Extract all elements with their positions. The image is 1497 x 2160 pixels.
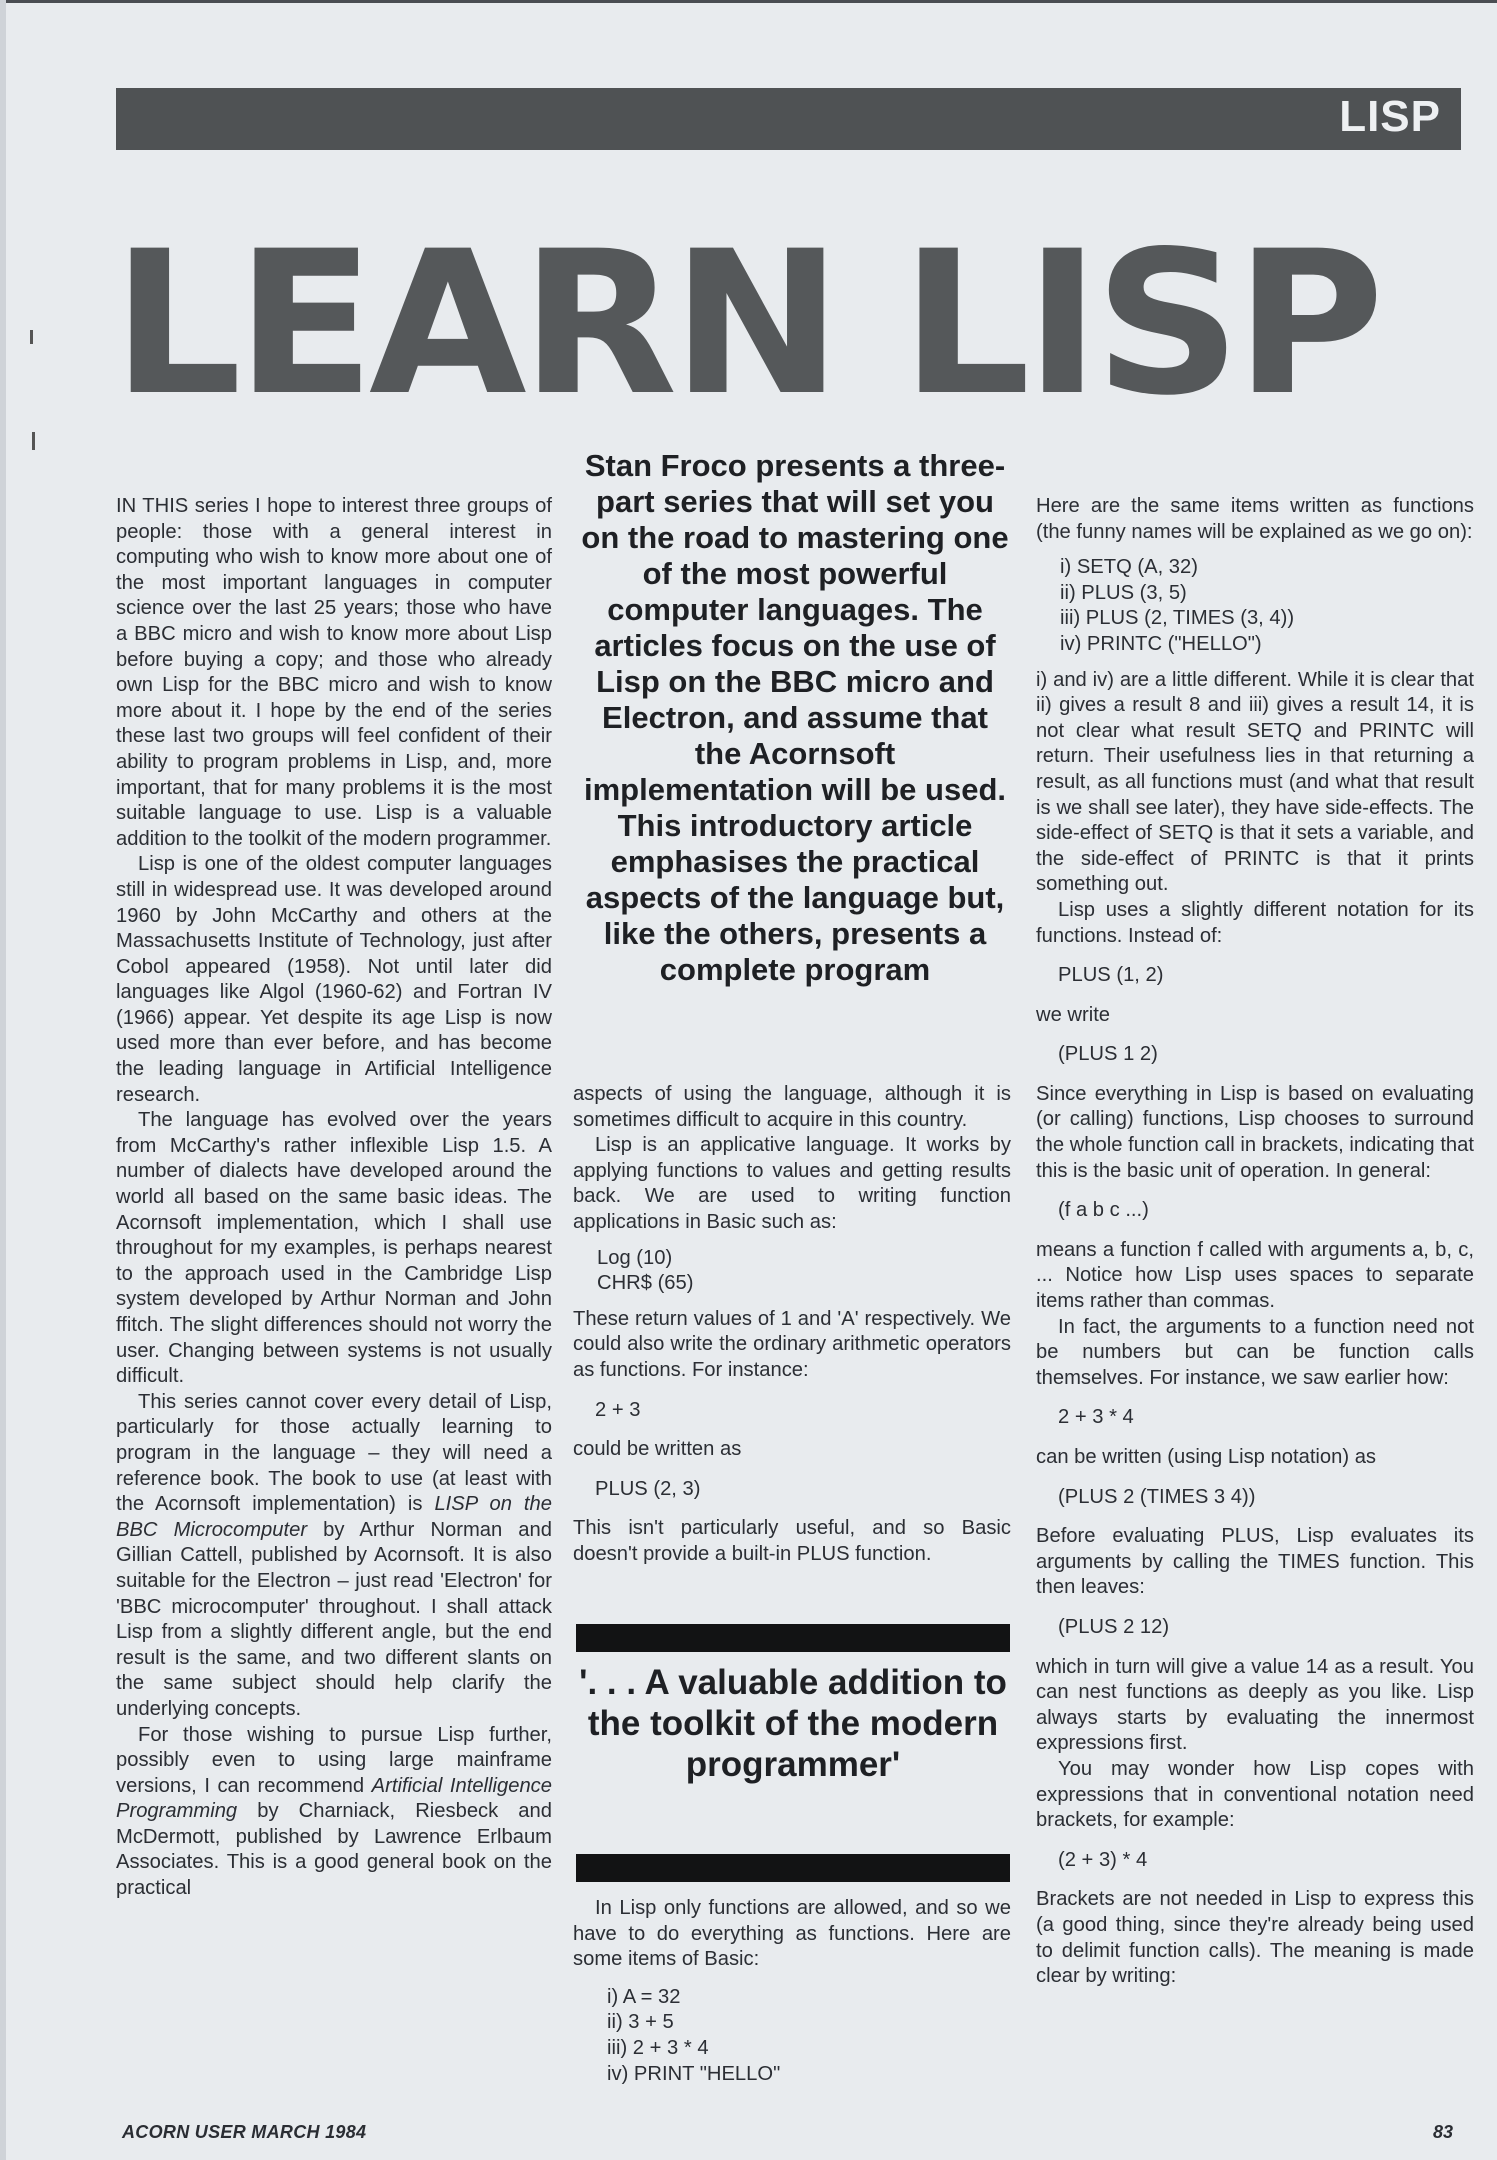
paragraph-text: by Charniack, Riesbeck and McDermott, published by Lawrence Erlbaum Associates. This is a good general book on the practical [116, 1800, 552, 1900]
code-example [595, 1477, 1011, 1503]
code-line: (PLUS 2 (TIMES 3 4)) [1058, 1485, 1256, 1508]
left-column [116, 494, 552, 1902]
code-example [1058, 1485, 1474, 1511]
book-title: Artificial Intelligence Programming [116, 1774, 553, 1823]
margin-mark [30, 330, 33, 344]
code-line: ii) PLUS (3, 5) [1060, 581, 1187, 604]
paragraph-text: by Arthur Norman and Gillian Cattell, published by Acornsoft. It is also suitable for the Electron – just read 'Electron' for 'BBC microcomputer' throughout. I shall attack Lisp from a slightly different angle, but the end result is the same, and two different slants on the same subject should help clarify the underlying concepts. [116, 1518, 552, 1720]
paragraph [116, 1723, 552, 1902]
paragraph: we write [1036, 1003, 1111, 1026]
paragraph: In Lisp only functions are allowed, and so we have to do everything as functions. Here are some items of Basic: [573, 1897, 1011, 1971]
code-example [1060, 555, 1474, 657]
margin-mark [32, 432, 35, 450]
paragraph: IN THIS series I hope to interest three groups of people: those with a general interest in computing who wish to know more about one of the most important languages in computer science over the last 25 years; those who have a BBC micro and wish to know more about Lisp before buying a copy; and those who already own Lisp for the BBC micro and wish to know more about it. I hope by the end of the series these last two groups will feel confident of their ability to program problems in Lisp, and, more important, that for many problems it is the most suitable language to use. Lisp is a valuable addition to the toolkit of the modern programmer. [116, 495, 552, 850]
page-number: 83 [1432, 2122, 1453, 2142]
code-example [1058, 1405, 1474, 1431]
pullquote: '. . . A valuable addition to the toolkit of the modern programmer' [579, 1663, 1007, 1784]
code-line: (PLUS 1 2) [1058, 1043, 1158, 1066]
standfirst: Stan Froco presents a three-part series that will set you on the road to mastering one of the most powerful computer languages. The articles focus on the use of Lisp on the BBC micro and Electron, and assume that the Acornsoft implementation will be used. This introductory article emphasises the practical aspects of the language but, like the others, presents a complete program [581, 448, 1009, 987]
code-line: Log (10) [597, 1246, 673, 1269]
publication-footer: ACORN USER MARCH 1984 [122, 2122, 367, 2142]
paragraph: In fact, the arguments to a function need not be numbers but can be function calls themselves. For instance, we saw earlier how: [1036, 1315, 1474, 1389]
code-example [595, 1398, 1011, 1424]
code-example [1058, 963, 1474, 989]
right-column [1036, 494, 1474, 1990]
paragraph: i) and iv) are a little different. While it is clear that ii) gives a result 8 and iii) gives a result 14, it is not clear what result SETQ and PRINTC will return. Their usefulness lies in that returning a result, as all functions must (and what that result is we shall see later), they have side-effects. The side-effect of SETQ is that it sets a variable, and the side-effect of PRINTC is that it prints something out. [1036, 668, 1474, 896]
code-line: (PLUS 2 12) [1058, 1615, 1170, 1638]
code-line: (2 + 3) * 4 [1058, 1848, 1148, 1871]
book-title: LISP on the BBC Microcomputer [116, 1493, 552, 1541]
code-line: i) SETQ (A, 32) [1060, 556, 1198, 579]
code-example [1058, 1042, 1474, 1068]
code-example [1058, 1848, 1474, 1874]
code-line: (f a b c ...) [1058, 1199, 1149, 1222]
code-line: iii) 2 + 3 * 4 [607, 2036, 709, 2059]
code-line: i) A = 32 [607, 1985, 681, 2008]
middle-column [573, 1082, 1011, 1568]
paragraph: Since everything in Lisp is based on evaluating (or calling) functions, Lisp chooses to surround the whole function call in brackets, indicating that this is the basic unit of operation. In general: [1036, 1082, 1474, 1182]
paragraph: could be written as [573, 1438, 742, 1461]
paragraph: You may wonder how Lisp copes with expressions that in conventional notation need brackets, for example: [1036, 1757, 1474, 1832]
paragraph: which in turn will give a value 14 as a result. You can nest functions as deeply as you like. Lisp always starts by evaluating the innermost expressions first. [1036, 1655, 1474, 1755]
middle-column-lower [573, 1896, 1011, 2087]
page-top-edge [0, 0, 1497, 3]
section-label: LISP [1339, 92, 1441, 141]
paragraph: Before evaluating PLUS, Lisp evaluates its arguments by calling the TIMES function. This then leaves: [1036, 1525, 1474, 1599]
code-example [597, 1246, 1011, 1297]
paragraph: This isn't particularly useful, and so Basic doesn't provide a built-in PLUS function. [573, 1517, 1011, 1565]
code-line: PLUS (2, 3) [595, 1477, 701, 1500]
page-left-edge [0, 0, 6, 2160]
paragraph-text: This series cannot cover every detail of Lisp, particularly for those actually learning to program in the language – they will need a reference book. The book to use (at least with the Acornsoft implementation) is [116, 1390, 552, 1516]
paragraph [116, 1390, 552, 1723]
masthead-title: LEARN LISP [112, 208, 1379, 439]
code-line: CHR$ (65) [597, 1272, 694, 1295]
paragraph: Lisp uses a slightly different notation for its functions. Instead of: [1036, 898, 1474, 947]
paragraph: Lisp is one of the oldest computer languages still in widespread use. It was developed around 1960 by John McCarthy and others at the Massachusetts Institute of Technology, just after Cobol appeared (1958). Not until later did languages like Algol (1960-62) and Fortran IV (1966) appear. Yet despite its age Lisp is now used more than ever before, and has become the leading language in Artificial Intelligence research. [116, 853, 552, 1106]
paragraph: means a function f called with arguments a, b, c, ... Notice how Lisp uses spaces to separate items rather than commas. [1036, 1238, 1474, 1313]
pullquote-bar-top [576, 1624, 1010, 1652]
paragraph: can be written (using Lisp notation) as [1036, 1446, 1377, 1468]
paragraph: Brackets are not needed in Lisp to express this (a good thing, since they're already being used to delimit function calls). The meaning is made clear by writing: [1036, 1888, 1474, 1988]
paragraph-text: For those wishing to pursue Lisp further, possibly even to using large mainframe versions, I can recommend [116, 1723, 552, 1797]
code-line: ii) 3 + 5 [607, 2011, 674, 2034]
code-line: iv) PRINTC ("HELLO") [1060, 632, 1262, 655]
code-line: iv) PRINT "HELLO" [607, 2062, 781, 2085]
code-line: PLUS (1, 2) [1058, 964, 1164, 987]
paragraph: aspects of using the language, although it is sometimes difficult to acquire in this country. [573, 1083, 1011, 1131]
code-example [1058, 1198, 1474, 1224]
section-banner [116, 88, 1461, 150]
paragraph: Here are the same items written as functions (the funny names will be explained as we go on): [1036, 495, 1474, 543]
code-line: 2 + 3 * 4 [1058, 1406, 1134, 1429]
paragraph: These return values of 1 and 'A' respectively. We could also write the ordinary arithmetic operators as functions. For instance: [573, 1307, 1011, 1381]
paragraph: The language has evolved over the years from McCarthy's rather inflexible Lisp 1.5. A number of dialects have developed around the world all based on the same basic ideas. The Acornsoft implementation, which I shall use throughout for my examples, is perhaps nearest to the approach used in the Cambridge Lisp system developed by Arthur Norman and John ffitch. The slight differences should not worry the user. Changing between systems is not usually difficult. [116, 1109, 552, 1388]
code-line: iii) PLUS (2, TIMES (3, 4)) [1060, 607, 1295, 630]
pullquote-bar-bottom [576, 1854, 1010, 1882]
paragraph: Lisp is an applicative language. It works by applying functions to values and getting results back. We are used to writing function applications in Basic such as: [573, 1134, 1011, 1233]
code-example [607, 1985, 1011, 2087]
code-line: 2 + 3 [595, 1398, 641, 1421]
code-example [1058, 1615, 1474, 1641]
